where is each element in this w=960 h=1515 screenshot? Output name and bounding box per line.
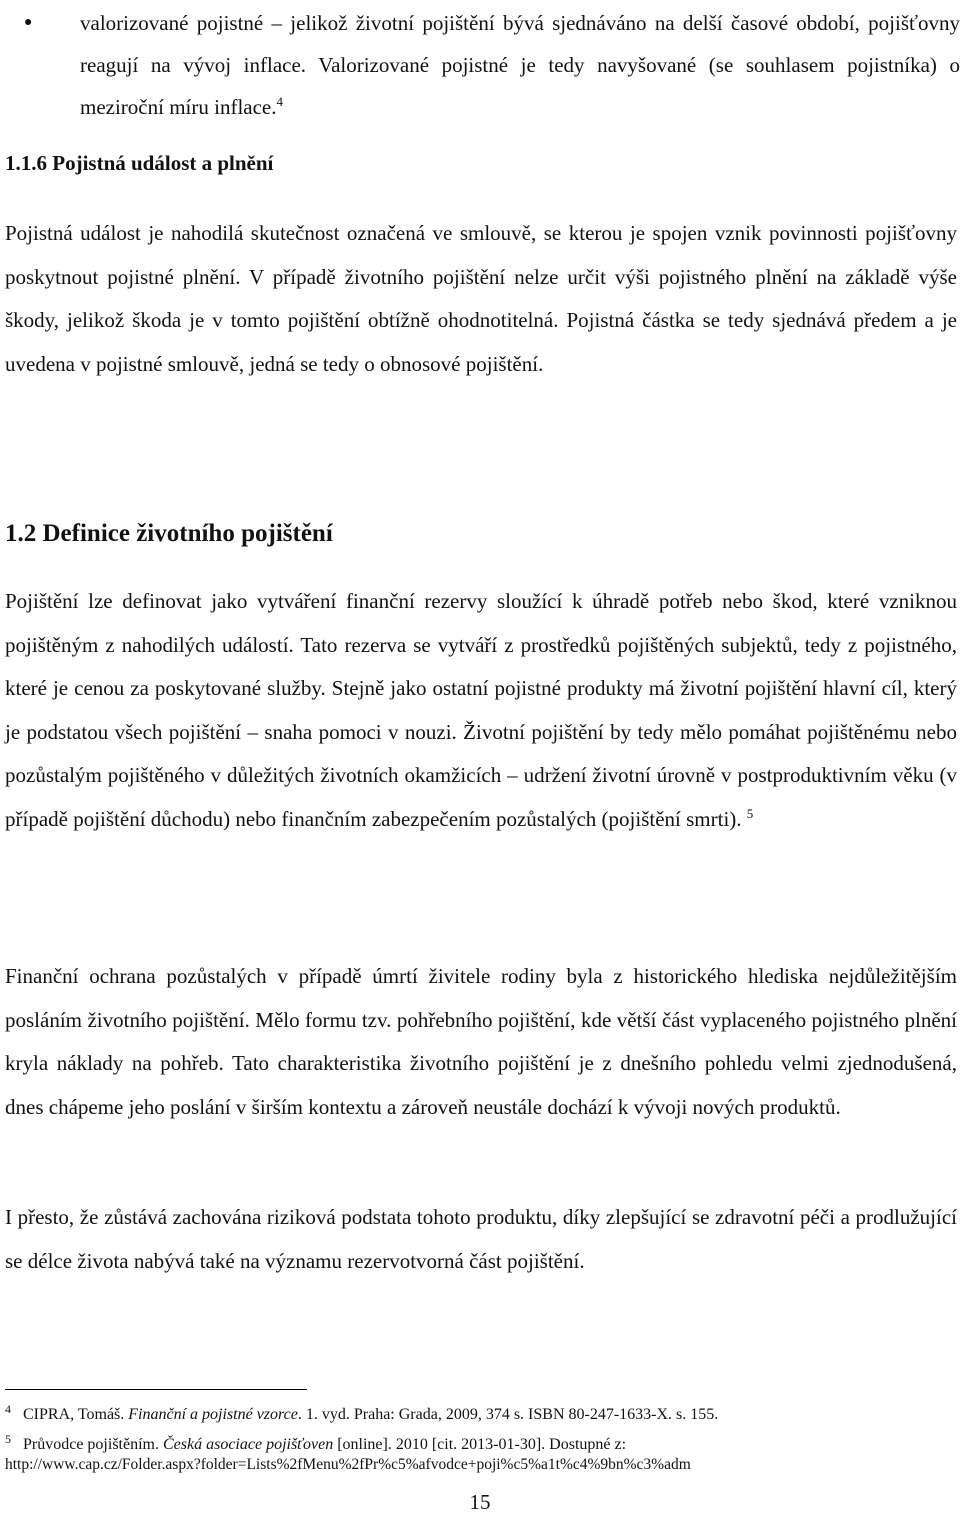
paragraph-i-presto: I přesto, že zůstává zachována riziková podstata tohoto produktu, díky zlepšující se zdravotní péči a prodlužující se délce života nabývá také na významu rezervotvorná část pojištění. — [5, 1205, 957, 1273]
bullet-icon: ● — [24, 15, 33, 30]
footnote-title: Finanční a pojistné vzorce — [128, 1406, 298, 1423]
section-heading-1-2: 1.2 Definice životního pojištění — [5, 520, 333, 547]
footnote-url-link[interactable]: http://www.cap.cz/Folder.aspx?folder=Lists%2fMenu%2fPr%c5%afvodce+poji%c5%a1t%c4%9bn%c3%adm — [5, 1456, 691, 1473]
footnote-ref-4[interactable]: 4 — [276, 94, 283, 109]
paragraph-definice-text: Pojištění lze definovat jako vytváření finanční rezervy sloužící k úhradě potřeb nebo škod, které vzniknou pojištěným z nahodilých událostí. Tato rezerva se vytváří z prostředků pojištěných subjektů, tedy z pojistného, které je cenou za poskytované služby. Stejně jako ostatní pojistné produkty má životní pojištění hlavní cíl, který je podstatou všech pojištění – snaha pomoci v nouzi. Životní pojištění by tedy mělo pomáhat pojištěnému nebo pozůstalým pojištěného v důležitých životních okamžicích – udržení životní úrovně v postproduktivním věku (v případě pojištění důchodu) nebo finančním zabezpečením pozůstalých (pojištění smrti). — [5, 589, 957, 831]
footnote-5 — [5, 1430, 957, 1476]
footnote-author: CIPRA, Tomáš. — [23, 1406, 125, 1423]
footnote-number: 4 — [5, 1401, 11, 1416]
bullet-list-item — [24, 2, 960, 128]
footnote-title: Česká asociace pojišťoven — [162, 1436, 334, 1453]
bullet-text: valorizované pojistné – jelikož životní pojištění bývá sjednáváno na delší časové období, pojišťovny reagují na vývoj inflace. Valorizované pojistné je tedy navyšované (se souhlasem pojistníka) o meziroční míru inflace. — [80, 11, 960, 119]
section-heading-1-1-6: 1.1.6 Pojistná událost a plnění — [5, 151, 274, 175]
footnote-number: 5 — [5, 1431, 11, 1446]
footnote-author: Průvodce pojištěním. — [23, 1436, 159, 1453]
paragraph-definice — [5, 580, 957, 841]
footnote-ref-5[interactable]: 5 — [746, 805, 754, 821]
footnote-separator — [5, 1389, 307, 1390]
page-number: 15 — [469, 1490, 491, 1514]
paragraph-financni-ochrana: Finanční ochrana pozůstalých v případě úmrtí živitele rodiny byla z historického hlediska nejdůležitějším posláním životního pojištění. Mělo formu tzv. pohřebního pojištění, kde větší část vyplaceného pojistného plnění kryla náklady na pohřeb. Tato charakteristika životního pojištění je z dnešního pohledu velmi zjednodušená, dnes chápeme jeho poslání v širším kontextu a zároveň neustále dochází k vývoji nových produktů. — [5, 964, 957, 1119]
paragraph-pojistna-udalost: Pojistná událost je nahodilá skutečnost označená ve smlouvě, se kterou je spojen vznik povinnosti pojišťovny poskytnout pojistné plnění. V případě životního pojištění nelze určit výši pojistného plnění na základě výše škody, jelikož škoda je v tomto pojištění obtížně ohodnotitelná. Pojistná částka se tedy sjednává předem a je uvedena v pojistné smlouvě, jedná se tedy o obnosové pojištění. — [5, 221, 957, 376]
footnote-rest: . 1. vyd. Praha: Grada, 2009, 374 s. ISBN 80-247-1633-X. s. 155. — [297, 1406, 719, 1423]
footnote-rest: [online]. 2010 [cit. 2013-01-30]. Dostupné z: — [333, 1436, 627, 1453]
footnote-4 — [5, 1400, 957, 1430]
footnotes — [5, 1400, 957, 1476]
